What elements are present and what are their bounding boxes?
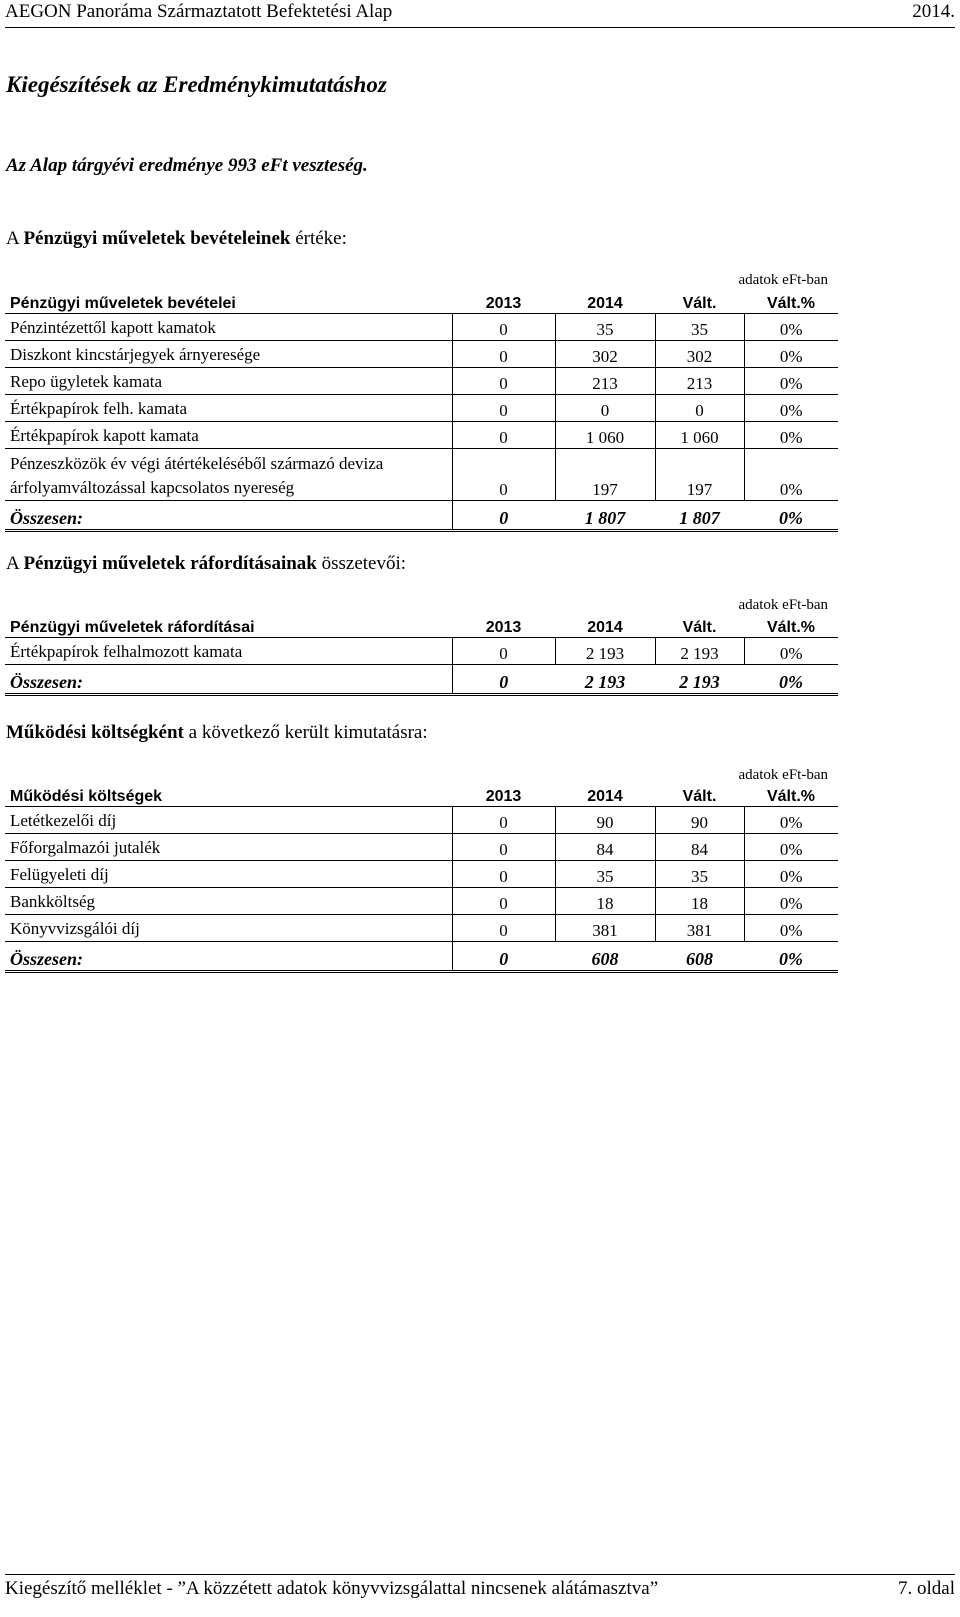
change-value: 608 [655,941,744,971]
row-label: Értékpapírok kapott kamata [5,421,452,448]
row-label: Letétkezelői díj [5,806,452,833]
column-header: Működési költségek [5,782,452,806]
table-row [5,637,838,664]
table-row [5,313,838,340]
change-percent: 0% [744,394,838,421]
column-header: Vált.% [744,613,838,637]
income-table [5,289,838,532]
change-value: 2 193 [655,637,744,664]
footer-note: Kiegészítő melléklet - ”A közzétett adatok könyvvizsgálattal nincsenek alátámasztva” [5,1578,659,1599]
change-value: 381 [655,914,744,941]
row-label: Főforgalmazói jutalék [5,833,452,860]
value-2014: 90 [555,806,655,833]
value-2014: 1 807 [555,500,655,530]
page-header [5,0,955,28]
value-2014: 302 [555,340,655,367]
row-label: Pénzintézettől kapott kamatok [5,313,452,340]
fund-name: AEGON Panoráma Származtatott Befektetési Alap [5,1,393,22]
column-header: 2013 [452,289,555,313]
change-percent: 0% [744,340,838,367]
row-label: Diszkont kincstárjegyek árnyeresége [5,340,452,367]
change-percent: 0% [744,941,838,971]
value-2014: 35 [555,860,655,887]
row-label: Összesen: [5,664,452,694]
row-label: Pénzeszközök év végi átértékeléséből származó deviza árfolyamváltozással kapcsolatos nyereség [5,448,452,500]
change-percent: 0% [744,637,838,664]
value-2014: 1 060 [555,421,655,448]
page-footer [5,1574,955,1604]
value-2013: 0 [452,833,555,860]
change-percent: 0% [744,887,838,914]
change-value: 1 060 [655,421,744,448]
change-value: 197 [655,448,744,500]
table-row [5,367,838,394]
column-header: Vált.% [744,289,838,313]
row-label: Bankköltség [5,887,452,914]
table-row [5,421,838,448]
column-header: Vált.% [744,782,838,806]
column-header: Vált. [655,289,744,313]
value-2013: 0 [452,313,555,340]
value-2013: 0 [452,367,555,394]
section-heading-operating: Működési költségként a következő került kimutatásra: [6,722,428,743]
expense-table [5,613,838,696]
total-row [5,500,838,530]
change-value: 1 807 [655,500,744,530]
value-2014: 84 [555,833,655,860]
total-row [5,664,838,694]
value-2013: 0 [452,806,555,833]
change-percent: 0% [744,421,838,448]
section-heading-income: A Pénzügyi műveletek bevételeinek értéke: [6,228,347,249]
table-row [5,806,838,833]
result-statement: Az Alap tárgyévi eredménye 993 eFt veszteség. [6,155,368,176]
value-2013: 0 [452,887,555,914]
column-header: Pénzügyi műveletek bevételei [5,289,452,313]
value-2014: 2 193 [555,637,655,664]
change-value: 35 [655,313,744,340]
value-2014: 608 [555,941,655,971]
change-value: 0 [655,394,744,421]
change-percent: 0% [744,914,838,941]
row-label: Összesen: [5,500,452,530]
table-row [5,340,838,367]
table-row [5,860,838,887]
row-label: Értékpapírok felhalmozott kamata [5,637,452,664]
change-value: 2 193 [655,664,744,694]
change-percent: 0% [744,664,838,694]
change-value: 84 [655,833,744,860]
table-header-row [5,782,838,806]
operating-cost-table [5,782,838,973]
table-row [5,914,838,941]
table-header-row [5,289,838,313]
unit-note: adatok eFt-ban [738,597,828,613]
value-2013: 0 [452,941,555,971]
change-percent: 0% [744,806,838,833]
change-percent: 0% [744,860,838,887]
change-percent: 0% [744,833,838,860]
change-percent: 0% [744,367,838,394]
value-2014: 197 [555,448,655,500]
value-2013: 0 [452,340,555,367]
value-2013: 0 [452,860,555,887]
column-header: 2014 [555,613,655,637]
value-2014: 0 [555,394,655,421]
table-row [5,833,838,860]
value-2013: 0 [452,664,555,694]
row-label: Repo ügyletek kamata [5,367,452,394]
value-2013: 0 [452,394,555,421]
report-year: 2014. [912,1,955,22]
table-row [5,887,838,914]
column-header: 2013 [452,782,555,806]
page-number: 7. oldal [898,1578,955,1599]
change-value: 35 [655,860,744,887]
value-2014: 213 [555,367,655,394]
unit-note: adatok eFt-ban [738,767,828,783]
value-2013: 0 [452,914,555,941]
change-percent: 0% [744,313,838,340]
value-2014: 381 [555,914,655,941]
change-value: 213 [655,367,744,394]
total-row [5,941,838,971]
change-value: 302 [655,340,744,367]
row-label: Könyvvizsgálói díj [5,914,452,941]
table-row [5,394,838,421]
page-title: Kiegészítések az Eredménykimutatáshoz [6,72,387,97]
column-header: 2014 [555,782,655,806]
value-2013: 0 [452,637,555,664]
value-2013: 0 [452,448,555,500]
value-2014: 18 [555,887,655,914]
row-label: Felügyeleti díj [5,860,452,887]
value-2014: 2 193 [555,664,655,694]
table-header-row [5,613,838,637]
row-label: Értékpapírok felh. kamata [5,394,452,421]
value-2013: 0 [452,500,555,530]
row-label: Összesen: [5,941,452,971]
section-heading-expense: A Pénzügyi műveletek ráfordításainak összetevői: [6,553,407,574]
value-2013: 0 [452,421,555,448]
table-row [5,448,838,500]
column-header: Pénzügyi műveletek ráfordításai [5,613,452,637]
change-percent: 0% [744,448,838,500]
change-value: 18 [655,887,744,914]
column-header: 2014 [555,289,655,313]
value-2014: 35 [555,313,655,340]
unit-note: adatok eFt-ban [738,272,828,288]
change-percent: 0% [744,500,838,530]
column-header: 2013 [452,613,555,637]
column-header: Vált. [655,613,744,637]
column-header: Vált. [655,782,744,806]
change-value: 90 [655,806,744,833]
